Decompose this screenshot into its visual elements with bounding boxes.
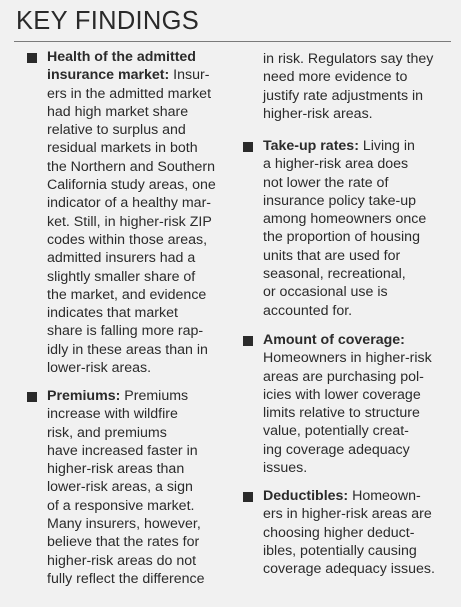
finding-line: justify rate adjustments in xyxy=(263,87,424,104)
finding-line: California study areas, one xyxy=(47,177,216,194)
finding-line: ibles, potentially causing xyxy=(263,542,417,559)
finding-line: the Northern and Southern xyxy=(47,158,215,175)
finding-line: ers in the admitted market xyxy=(47,85,212,102)
finding-line: had high market share xyxy=(47,103,189,120)
finding-text xyxy=(263,137,426,320)
square-bullet-icon xyxy=(27,392,37,402)
square-bullet-icon xyxy=(243,336,253,346)
finding-line: indicator of a healthy mar- xyxy=(47,195,212,212)
finding-line: lower-risk areas. xyxy=(47,360,152,377)
finding-line: Many insurers, however, xyxy=(47,516,201,533)
finding-line: issues. xyxy=(263,460,308,477)
finding-line: codes within those areas, xyxy=(47,231,208,248)
finding-line: idly in these areas than in xyxy=(47,341,208,358)
finding-line: higher-risk areas. xyxy=(263,105,373,122)
finding-line: coverage adequacy issues. xyxy=(263,561,435,578)
finding-line: ket. Still, in higher-risk ZIP xyxy=(47,213,212,230)
square-bullet-icon xyxy=(27,53,37,63)
finding-heading: Premiums: xyxy=(47,388,121,404)
finding-line: icies with lower coverage xyxy=(263,386,421,403)
finding-line: insurance market: Insur- xyxy=(47,67,210,84)
finding-line: seasonal, recreational, xyxy=(263,266,406,283)
finding-line: ing coverage adequacy xyxy=(263,441,410,458)
finding-line: Take-up rates: Living in xyxy=(263,138,415,154)
finding-line: have increased faster in xyxy=(47,442,198,459)
finding-line: among homeowners once xyxy=(263,211,427,228)
finding-line: relative to surplus and xyxy=(47,122,186,139)
finding-line: slightly smaller share of xyxy=(47,268,196,285)
title-divider xyxy=(14,41,451,42)
square-bullet-icon xyxy=(243,492,253,502)
finding-heading: Health of the admitted xyxy=(47,49,196,65)
finding-heading: Take-up rates: xyxy=(263,138,359,154)
finding-line: the market, and evidence xyxy=(47,286,207,303)
finding-text xyxy=(47,387,204,588)
finding-line: need more evidence to xyxy=(263,69,408,86)
finding-line: indicates that market xyxy=(47,305,178,322)
finding-line: or occasional use is xyxy=(263,284,388,301)
finding-line: higher-risk areas do not xyxy=(47,552,197,569)
finding-line: the proportion of housing xyxy=(263,229,420,246)
finding-line: share is falling more rap- xyxy=(47,323,204,340)
finding-line: Homeowners in higher-risk xyxy=(263,350,432,367)
finding-line: lower-risk areas, a sign xyxy=(47,479,193,496)
finding-line: higher-risk areas than xyxy=(47,461,185,478)
finding-line: believe that the rates for xyxy=(47,534,200,551)
finding-line: increase with wildfire xyxy=(47,406,178,423)
finding-text xyxy=(47,48,216,377)
finding-line: units that are used for xyxy=(263,247,401,264)
finding-line: a higher-risk area does xyxy=(263,156,409,173)
finding-heading: Amount of coverage: xyxy=(263,332,405,348)
finding-line: accounted for. xyxy=(263,302,353,319)
finding-line: areas are purchasing pol- xyxy=(263,368,424,385)
page-title: KEY FINDINGS xyxy=(16,7,200,35)
finding-text xyxy=(263,50,433,123)
finding-heading: insurance market: xyxy=(47,67,170,84)
finding-text xyxy=(263,487,435,578)
finding-text xyxy=(263,331,432,477)
finding-line: of a responsive market. xyxy=(47,497,195,514)
finding-line: admitted insurers had a xyxy=(47,250,196,267)
finding-line: risk, and premiums xyxy=(47,424,167,441)
finding-line xyxy=(263,331,432,349)
finding-line: in risk. Regulators say they xyxy=(263,51,434,67)
finding-line xyxy=(47,48,216,66)
finding-heading: Deductibles: xyxy=(263,488,349,504)
finding-line: fully reflect the difference xyxy=(47,570,205,587)
finding-line: residual markets in both xyxy=(47,140,198,157)
finding-line: limits relative to structure xyxy=(263,405,420,422)
finding-line: Deductibles: Homeown- xyxy=(263,488,421,504)
square-bullet-icon xyxy=(243,142,253,152)
finding-line: ers in higher-risk areas are xyxy=(263,506,432,523)
finding-line: insurance policy take-up xyxy=(263,192,416,209)
finding-line: value, potentially creat- xyxy=(263,423,409,440)
finding-line: choosing higher deduct- xyxy=(263,524,415,541)
finding-line: Premiums: Premiums xyxy=(47,388,189,404)
finding-line: not lower the rate of xyxy=(263,174,389,191)
